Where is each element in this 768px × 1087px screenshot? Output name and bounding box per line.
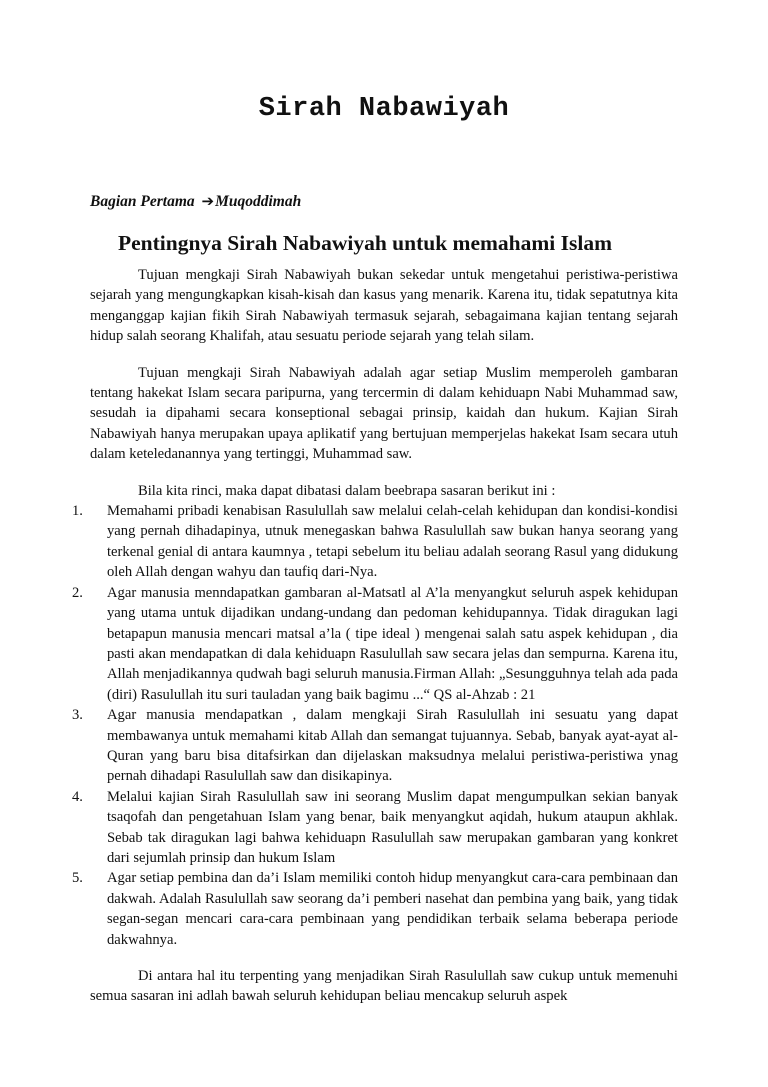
list-item xyxy=(72,868,678,950)
section-label xyxy=(90,190,301,213)
list-number: 2. xyxy=(72,584,83,601)
list-item xyxy=(72,501,678,583)
paragraph: Tujuan mengkaji Sirah Nabawiyah adalah agar setiap Muslim memperoleh gambaran tentang hakekat Islam secara paripurna, yang tercermin di dalam kehiduapn Nabi Muhammad saw, sesudah ia dipahami secara konseptional sebagai prinsip, kaidah dan hukum. Kajian Sirah Nabawiyah hanya merupakan upaya aplikatif yang bertujuan memperjelas hakekat Isam secara utuh dalam keteledanannya yang tertinggi, Muhammad saw. xyxy=(90,364,678,463)
arrow-right-icon: ➔ xyxy=(201,192,215,210)
list-item-text: Melalui kajian Sirah Rasulullah saw ini seorang Muslim dapat mengumpulkan sekian banyak tsaqofah dan pengetahuan Islam yang benar, baik menyangkut aqidah, hukum ataupun akhlak. Sebab tak diragukan lagi bahwa kehiduapn Rasulullah saw merupakan gambaran yang konkret dari sejumlah prinsip dan hukum Islam xyxy=(107,788,678,866)
chapter-label: Muqoddimah xyxy=(215,193,302,210)
list-item-text: Agar manusia mendapatkan , dalam mengkaji Sirah Rasulullah ini sesuatu yang dapat membawanya untuk memahami kitab Allah dan semangat tujuannya. Sebab, banyak ayat-ayat al-Quran yang baru bisa ditafsirkan dan dijelaskan maksudnya melalui peristiwa-peristiwa ynag pernah dihadapi Rasulullah saw dan disikapinya. xyxy=(107,707,678,785)
document-title: Sirah Nabawiyah xyxy=(258,94,510,124)
chapter-heading: Pentingnya Sirah Nabawiyah untuk memahami Islam xyxy=(118,231,612,255)
closing-paragraph: Di antara hal itu terpenting yang menjadikan Sirah Rasulullah saw cukup untuk memenuhi semua sasaran ini adlah bawah seluruh kehidupan beliau mencakup seluruh aspek xyxy=(90,968,678,1005)
paragraph: Tujuan mengkaji Sirah Nabawiyah bukan sekedar untuk mengetahui peristiwa-peristiwa sejarah yang mengungkapkan kisah-kisah dan kasus yang menarik. Karena itu, tidak sepatutnya kita menganggap kajian fikih Sirah Nabawiyah termasuk sejarah, sebagaimana kajian tentang sejarah hidup salah seorang Khalifah, atau sesuatu periode sejarah yang telah silam. xyxy=(90,267,678,345)
objectives-list xyxy=(72,501,678,950)
paragraph: Bila kita rinci, maka dapat dibatasi dalam beebrapa sasaran berikut ini : xyxy=(138,482,556,499)
list-item-text: Memahami pribadi kenabisan Rasulullah saw melalui celah-celah kehidupan dan kondisi-kondisi yang pernah dihadapinya, utnuk menegaskan bahwa Rasulullah saw bukan hanya seorang yang terkenal genial di antara kaumnya , tetapi sebelum itu beliau adalah seorang Rasul yang didukung oleh Allah dengan wahyu dan taufiq dari-Nya. xyxy=(107,503,678,581)
list-item-text: Agar manusia menndapatkan gambaran al-Matsatl al A’la menyangkut seluruh aspek kehidupan yang utama untuk dijadikan undang-undang dan pedoman kehidupannya. Tidak diragukan lagi betapapun manusia mencari matsal a’la ( tipe ideal ) mengenai salah satu aspek kehidupan , dia pasti akan mendapatkan di dala kehiduapn Rasulullah saw secara jelas dan sempurna. Karena itu, Allah menjadikannya qudwah bagi seluruh manusia.Firman Allah: „Sesungguhnya telah ada pada (diri) Rasulullah itu suri tauladan yang baik bagimu ...“ QS al-Ahzab : 21 xyxy=(107,584,678,703)
part-label: Bagian Pertama xyxy=(90,193,195,210)
list-item-text: Agar setiap pembina dan da’i Islam memiliki contoh hidup menyangkut cara-cara pembinaan dan dakwah. Adalah Rasulullah saw seorang da’i pemberi nasehat dan pembina yang baik, yang tidak segan-segan mencari cara-cara pembinaan yang pendidikan terbaik selama beberapa periode dakwahnya. xyxy=(107,870,678,948)
list-item xyxy=(72,583,678,705)
list-number: 4. xyxy=(72,788,83,805)
list-number: 3. xyxy=(72,707,83,724)
list-number: 1. xyxy=(72,503,83,520)
list-item xyxy=(72,787,678,869)
list-item xyxy=(72,705,678,787)
list-number: 5. xyxy=(72,870,83,887)
document-body xyxy=(72,265,678,1023)
